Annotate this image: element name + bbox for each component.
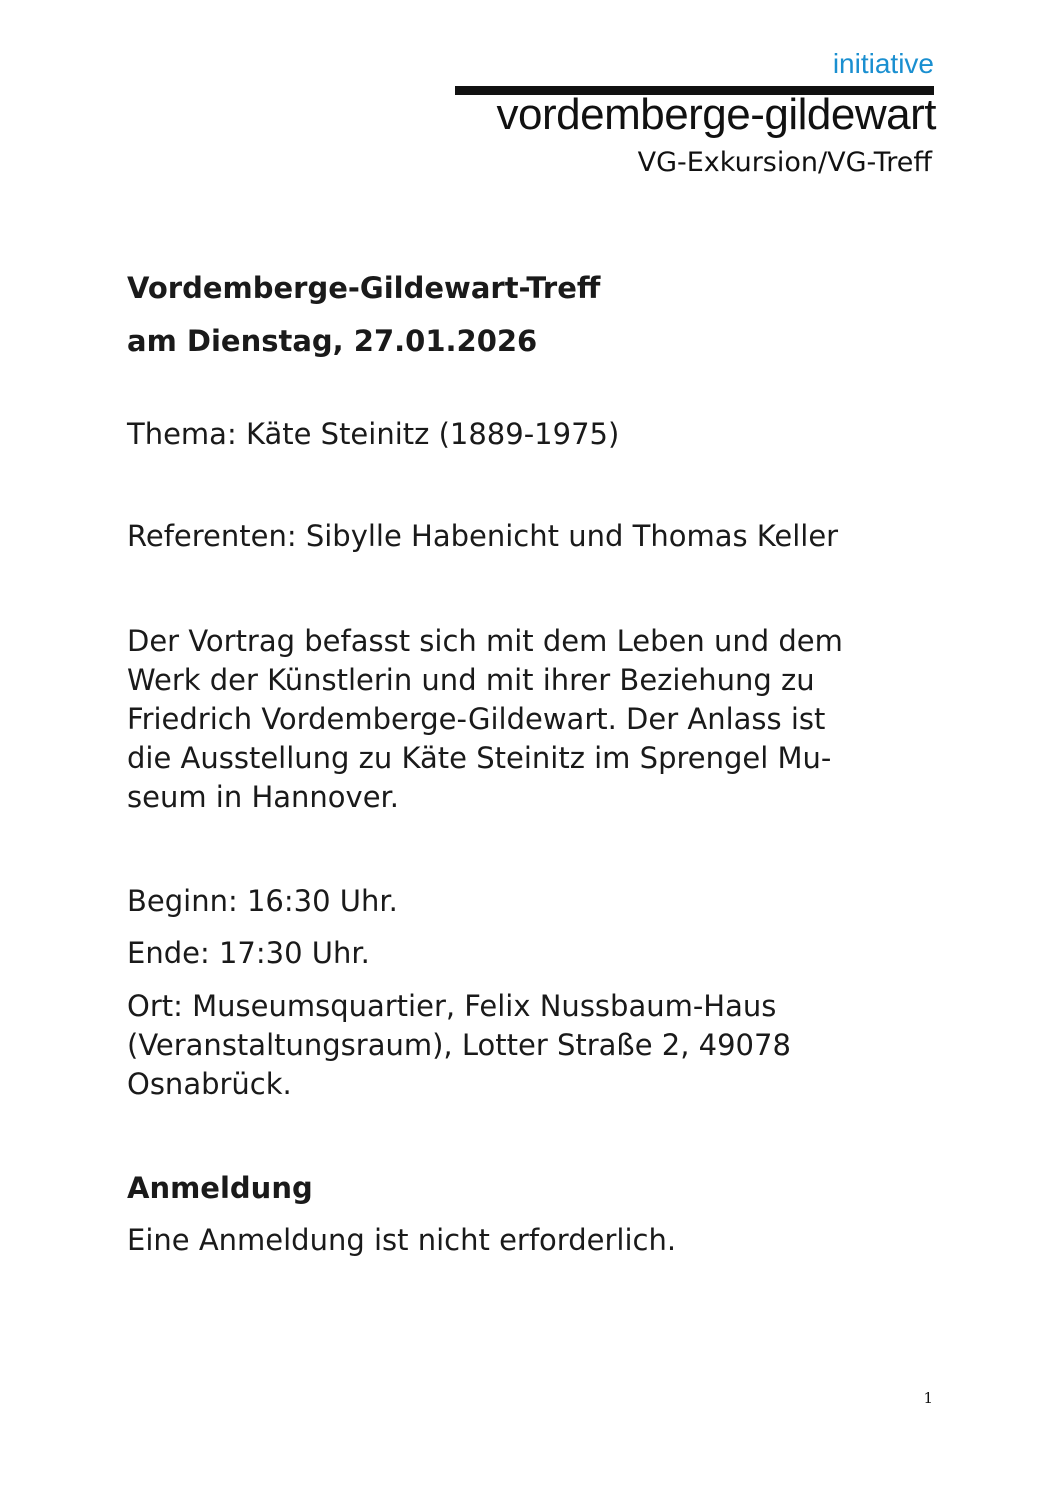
event-speakers: Referenten: Sibylle Habenicht und Thomas Keller	[127, 519, 839, 553]
logo-initiative-text: initiative	[832, 48, 934, 79]
location-line: (Veranstaltungsraum), Lotter Straße 2, 49078	[127, 1028, 791, 1062]
page-number: 1	[923, 1389, 933, 1407]
registration-text: Eine Anmeldung ist nicht erforderlich.	[127, 1223, 677, 1257]
event-title: Vordemberge-Gildewart-Treff	[127, 271, 601, 305]
description-line: seum in Hannover.	[127, 780, 400, 814]
event-end-time: Ende: 17:30 Uhr.	[127, 936, 370, 970]
description-line: die Ausstellung zu Käte Steinitz im Sprengel Mu-	[127, 741, 832, 775]
event-start-time: Beginn: 16:30 Uhr.	[127, 884, 398, 918]
registration-heading: Anmeldung	[127, 1171, 313, 1205]
location-line: Ort: Museumsquartier, Felix Nussbaum-Haus	[127, 989, 777, 1023]
logo-name: vordemberge-gildewart	[496, 90, 936, 139]
description-line: Werk der Künstlerin und mit ihrer Beziehung zu	[127, 663, 815, 697]
location-line: Osnabrück.	[127, 1067, 292, 1101]
event-topic: Thema: Käte Steinitz (1889-1975)	[127, 417, 620, 451]
event-description	[127, 622, 927, 817]
description-line: Friedrich Vordemberge-Gildewart. Der Anlass ist	[127, 702, 826, 736]
header-subtitle: VG-Exkursion/VG-Treff	[637, 147, 932, 178]
event-date: am Dienstag, 27.01.2026	[127, 324, 538, 358]
description-line: Der Vortrag befasst sich mit dem Leben und dem	[127, 624, 843, 658]
event-location	[127, 987, 927, 1104]
